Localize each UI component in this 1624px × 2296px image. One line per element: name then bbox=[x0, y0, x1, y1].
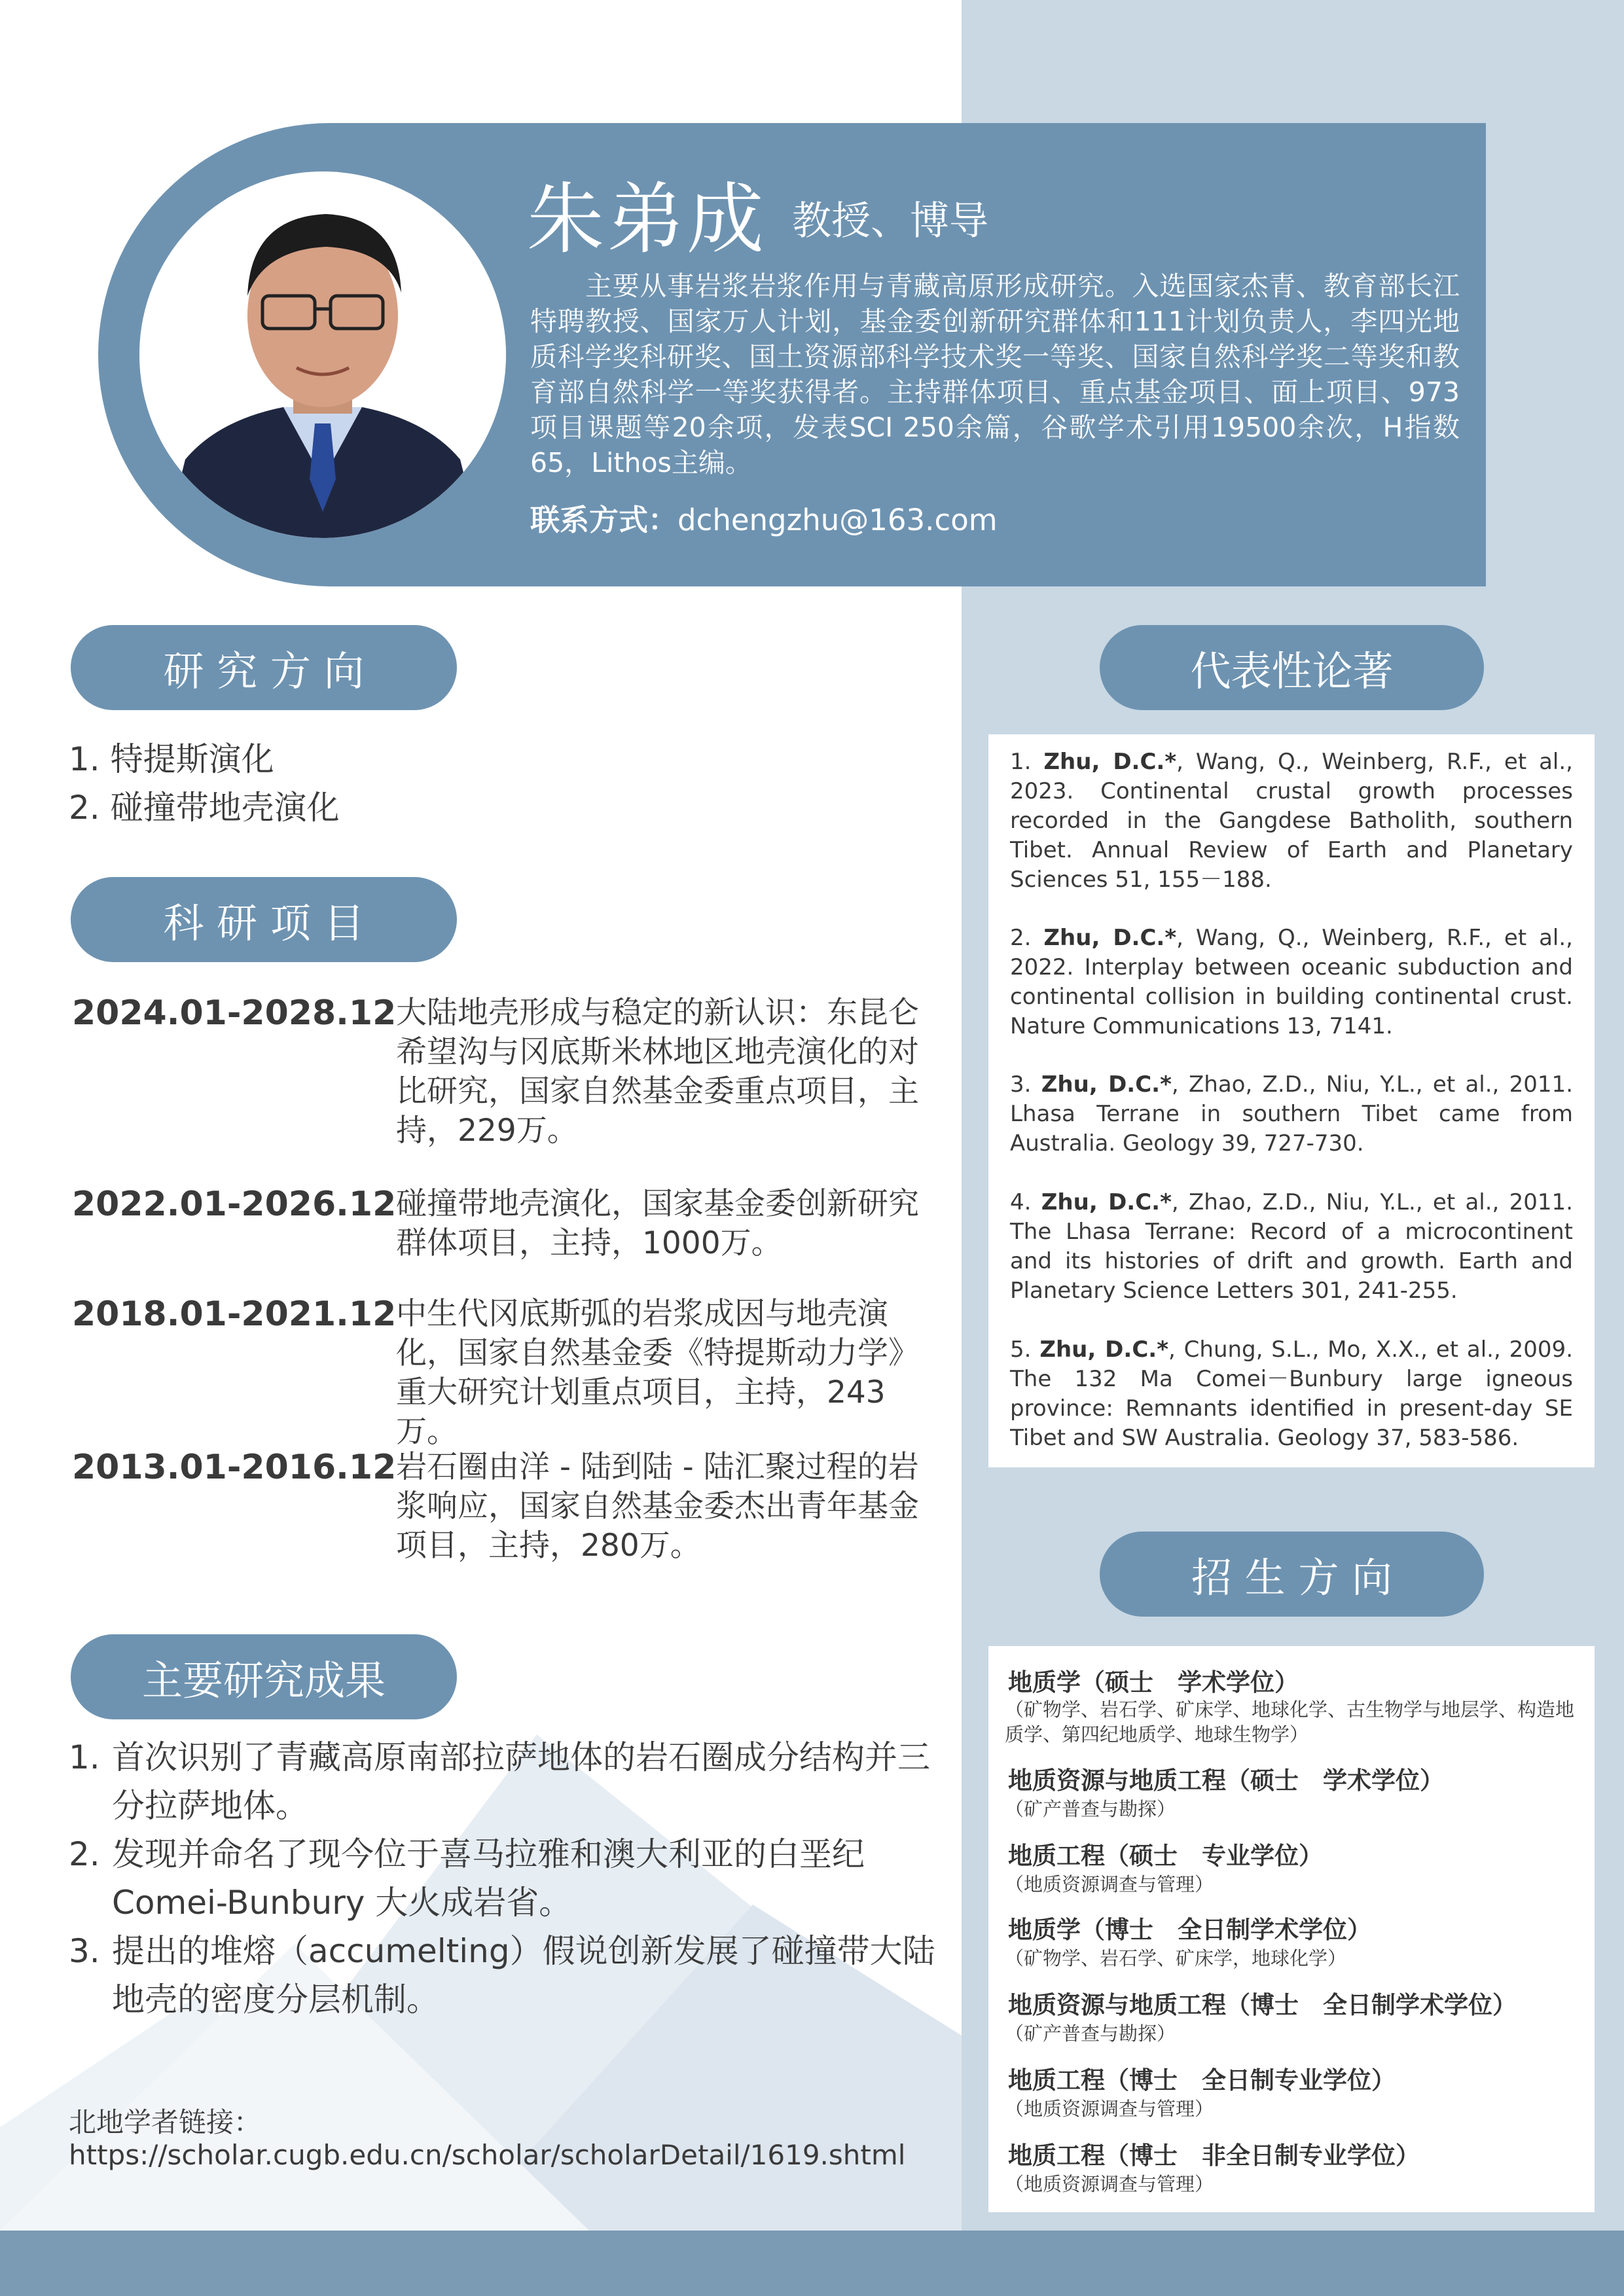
research-item: 1. 特提斯演化 bbox=[69, 740, 274, 778]
scholar-link[interactable]: https://scholar.cugb.edu.cn/scholar/scholarDetail/1619.shtml bbox=[69, 2139, 906, 2171]
result-number: 1. bbox=[69, 1738, 100, 1776]
section-heading-enrollment: 招 生 方 向 bbox=[1100, 1532, 1484, 1617]
paper-number: 2. bbox=[1010, 925, 1044, 951]
enrollment-fields: （地质资源调查与管理） bbox=[1005, 2098, 1214, 2120]
paper-citation: , Wang, Q., Weinberg, R.F., et al., 2022. Interplay between oceanic subduction and continental collision in building continental crust. Nature Communications 13, 7141. bbox=[1010, 925, 1573, 1039]
project-date: 2024.01-2028.12 bbox=[72, 994, 397, 1033]
person-title: 教授、博导 bbox=[792, 198, 988, 244]
result-text: 提出的堆熔（accumelting）假说创新发展了碰撞带大陆地壳的密度分层机制。 bbox=[112, 1932, 935, 2018]
profile-photo bbox=[139, 171, 506, 538]
paper-citation: , Chung, S.L., Mo, X.X., et al., 2009. The 132 Ma Comei－Bunbury large igneous province: Remnants identified in present-day SE Tibet and SW Australia. Geology 37, 583-586. bbox=[1010, 1336, 1574, 1451]
enrollment-program: 地质学（博士 全日制学术学位） bbox=[1008, 1916, 1371, 1944]
paper-entry bbox=[1010, 924, 1573, 1041]
enrollment-program: 地质资源与地质工程（硕士 学术学位） bbox=[1008, 1767, 1444, 1795]
section-heading-research: 研 究 方 向 bbox=[71, 625, 457, 710]
result-text: 发现并命名了现今位于喜马拉雅和澳大利亚的白垩纪Comei-Bunbury 大火成岩省。 bbox=[112, 1835, 865, 1922]
section-heading-projects: 科 研 项 目 bbox=[71, 877, 457, 962]
enrollment-fields: （矿产普查与勘探） bbox=[1005, 1798, 1176, 1820]
enrollment-program: 地质学（硕士 学术学位） bbox=[1008, 1668, 1299, 1696]
section-heading-papers: 代表性论著 bbox=[1100, 625, 1484, 710]
contact-line bbox=[530, 496, 998, 539]
enrollment-fields: （矿产普查与勘探） bbox=[1005, 2022, 1176, 2045]
project-description: 中生代冈底斯弧的岩浆成因与地壳演化，国家自然基金委《特提斯动力学》重大研究计划重点项目，主持，243万。 bbox=[396, 1296, 919, 1450]
result-number: 3. bbox=[69, 1932, 100, 1970]
paper-author: Zhu, D.C.* bbox=[1041, 1189, 1172, 1215]
project-date: 2018.01-2021.12 bbox=[72, 1295, 397, 1334]
contact-email[interactable]: dchengzhu@163.com bbox=[677, 503, 998, 537]
paper-citation: , Wang, Q., Weinberg, R.F., et al., 2023. Continental crustal growth processes recorded in the Gangdese Batholith, southern Tibet. Annual Review of Earth and Planetary Sciences 51, 155－188. bbox=[1010, 749, 1573, 893]
paper-number: 1. bbox=[1010, 749, 1044, 775]
paper-citation: , Zhao, Z.D., Niu, Y.L., et al., 2011. The Lhasa Terrane: Record of a microcontinent and its histories of drift and growth. Earth and Planetary Science Letters 301, 241-255. bbox=[1010, 1189, 1574, 1304]
enrollment-program: 地质资源与地质工程（博士 全日制学术学位） bbox=[1008, 1991, 1517, 2019]
footer-band bbox=[0, 2231, 1624, 2296]
enrollment-program: 地质工程（博士 全日制专业学位） bbox=[1008, 2066, 1396, 2094]
paper-author: Zhu, D.C.* bbox=[1043, 925, 1177, 951]
paper-entry bbox=[1010, 747, 1573, 895]
research-item: 2. 碰撞带地壳演化 bbox=[69, 789, 340, 827]
project-description: 岩石圈由洋 - 陆到陆 - 陆汇聚过程的岩浆响应，国家自然基金委杰出青年基金项目，主持，280万。 bbox=[396, 1449, 919, 1564]
paper-author: Zhu, D.C.* bbox=[1043, 749, 1177, 775]
paper-author: Zhu, D.C.* bbox=[1039, 1336, 1168, 1363]
paper-number: 5. bbox=[1010, 1336, 1040, 1363]
person-bio: 主要从事岩浆岩浆作用与青藏高原形成研究。入选国家杰青、教育部长江特聘教授、国家万人计划，基金委创新研究群体和111计划负责人，李四光地质科学奖科研奖、国土资源部科学技术奖一等奖、国家自然科学奖二等奖和教育部自然科学一等奖获得者。主持群体项目、重点基金项目、面上项目、973项目课题等20余项，发表SCI 250余篇，谷歌学术引用19500余次，H指数65，Lithos主编。 bbox=[530, 270, 1460, 478]
enrollment-program: 地质工程（硕士 专业学位） bbox=[1008, 1842, 1323, 1870]
paper-entry bbox=[1010, 1335, 1573, 1453]
paper-entry bbox=[1010, 1070, 1573, 1158]
project-description: 碰撞带地壳演化，国家基金委创新研究群体项目，主持，1000万。 bbox=[396, 1186, 919, 1261]
scholar-link-label: 北地学者链接： bbox=[69, 2106, 262, 2138]
enrollment-fields: （矿物学、岩石学、矿床学，地球化学） bbox=[1005, 1947, 1347, 1969]
enrollment-fields: （地质资源调查与管理） bbox=[1005, 2173, 1214, 2195]
results-list bbox=[69, 1733, 946, 2024]
paper-number: 3. bbox=[1010, 1071, 1041, 1098]
paper-author: Zhu, D.C.* bbox=[1041, 1071, 1172, 1098]
paper-entry bbox=[1010, 1188, 1573, 1306]
result-item bbox=[69, 1830, 946, 1927]
paper-number: 4. bbox=[1010, 1189, 1041, 1215]
result-number: 2. bbox=[69, 1835, 100, 1873]
project-description: 大陆地壳形成与稳定的新认识：东昆仑希望沟与冈底斯米林地区地壳演化的对比研究，国家自然基金委重点项目，主持，229万。 bbox=[396, 995, 919, 1149]
project-date: 2013.01-2016.12 bbox=[72, 1448, 397, 1487]
section-heading-results: 主要研究成果 bbox=[71, 1634, 457, 1719]
result-text: 首次识别了青藏高原南部拉萨地体的岩石圈成分结构并三分拉萨地体。 bbox=[112, 1738, 930, 1825]
project-date: 2022.01-2026.12 bbox=[72, 1185, 397, 1224]
enrollment-program: 地质工程（博士 非全日制专业学位） bbox=[1008, 2142, 1420, 2170]
contact-label: 联系方式： bbox=[530, 503, 678, 537]
person-name: 朱弟成 bbox=[527, 174, 767, 264]
result-item bbox=[69, 1927, 946, 2024]
result-item bbox=[69, 1733, 946, 1830]
paper-citation: , Zhao, Z.D., Niu, Y.L., et al., 2011. Lhasa Terrane in southern Tibet came from Australia. Geology 39, 727-730. bbox=[1010, 1071, 1574, 1157]
enrollment-fields: （矿物学、岩石学、矿床学、地球化学、古生物学与地层学、构造地质学、第四纪地质学、地球生物学） bbox=[1005, 1698, 1575, 1746]
enrollment-fields: （地质资源调查与管理） bbox=[1005, 1873, 1214, 1895]
